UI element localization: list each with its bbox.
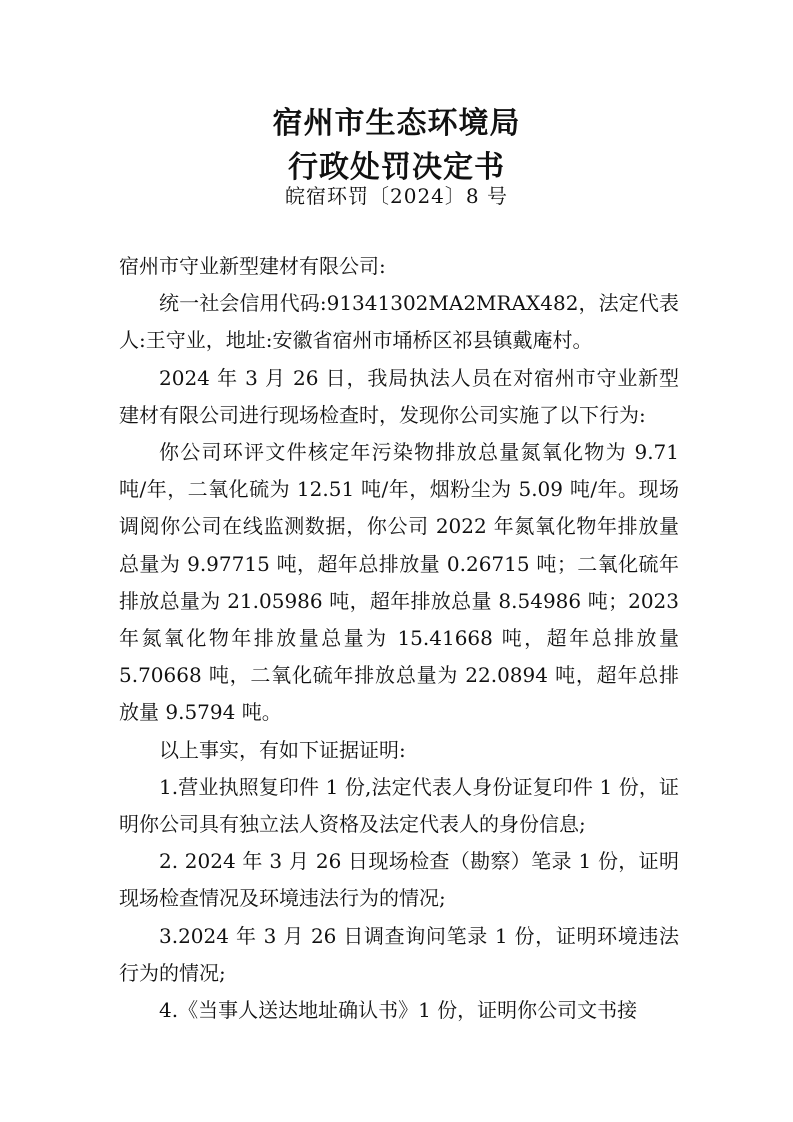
document-number: 皖宿环罚〔2024〕8 号	[285, 184, 508, 208]
paragraph-company-info: 统一社会信用代码:91341302MA2MRAX482，法定代表人:王守业，地址:安徽省宿州市埇桥区祁县镇戴庵村。	[119, 291, 679, 353]
document-title: 行政处罚决定书	[288, 150, 505, 185]
paragraph-violation-facts: 你公司环评文件核定年污染物排放总量氮氧化物为 9.71 吨/年，二氧化硫为 12.51 吨/年，烟粉尘为 5.09 吨/年。现场调阅你公司在线监测数据，你公司 2022 年氮氧化物年排放量总量为 9.97715 吨，超年总排放量 0.26715 吨；二氧化硫年排放总量为 21.05986 吨，超年排放总量 8.54986 吨；2023 年氮氧化物年排放量总量为 15.41668 吨，超年总排放量 5.70668 吨，二氧化硫年排放总量为 22.0894 吨，超年总排放量 9.5794 吨。	[119, 440, 679, 725]
evidence-item-2: 2. 2024 年 3 月 26 日现场检查（勘察）笔录 1 份，证明现场检查情况及环境违法行为的情况;	[119, 849, 679, 911]
paragraph-evidence-intro: 以上事实，有如下证据证明:	[159, 737, 406, 762]
evidence-item-3: 3.2024 年 3 月 26 日调查询问笔录 1 份，证明环境违法行为的情况;	[119, 923, 679, 985]
document-body	[119, 248, 679, 1029]
agency-title: 宿州市生态环境局	[272, 106, 521, 141]
paragraph-inspection: 2024 年 3 月 26 日，我局执法人员在对宿州市守业新型建材有限公司进行现场检查时，发现你公司实施了以下行为:	[119, 365, 679, 427]
recipient-line: 宿州市守业新型建材有限公司:	[119, 254, 386, 278]
evidence-item-4: 4.《当事人送达地址确认书》1 份，证明你公司文书接	[159, 998, 638, 1023]
evidence-item-1: 1.营业执照复印件 1 份,法定代表人身份证复印件 1 份，证明你公司具有独立法人资格及法定代表人的身份信息;	[119, 774, 679, 837]
